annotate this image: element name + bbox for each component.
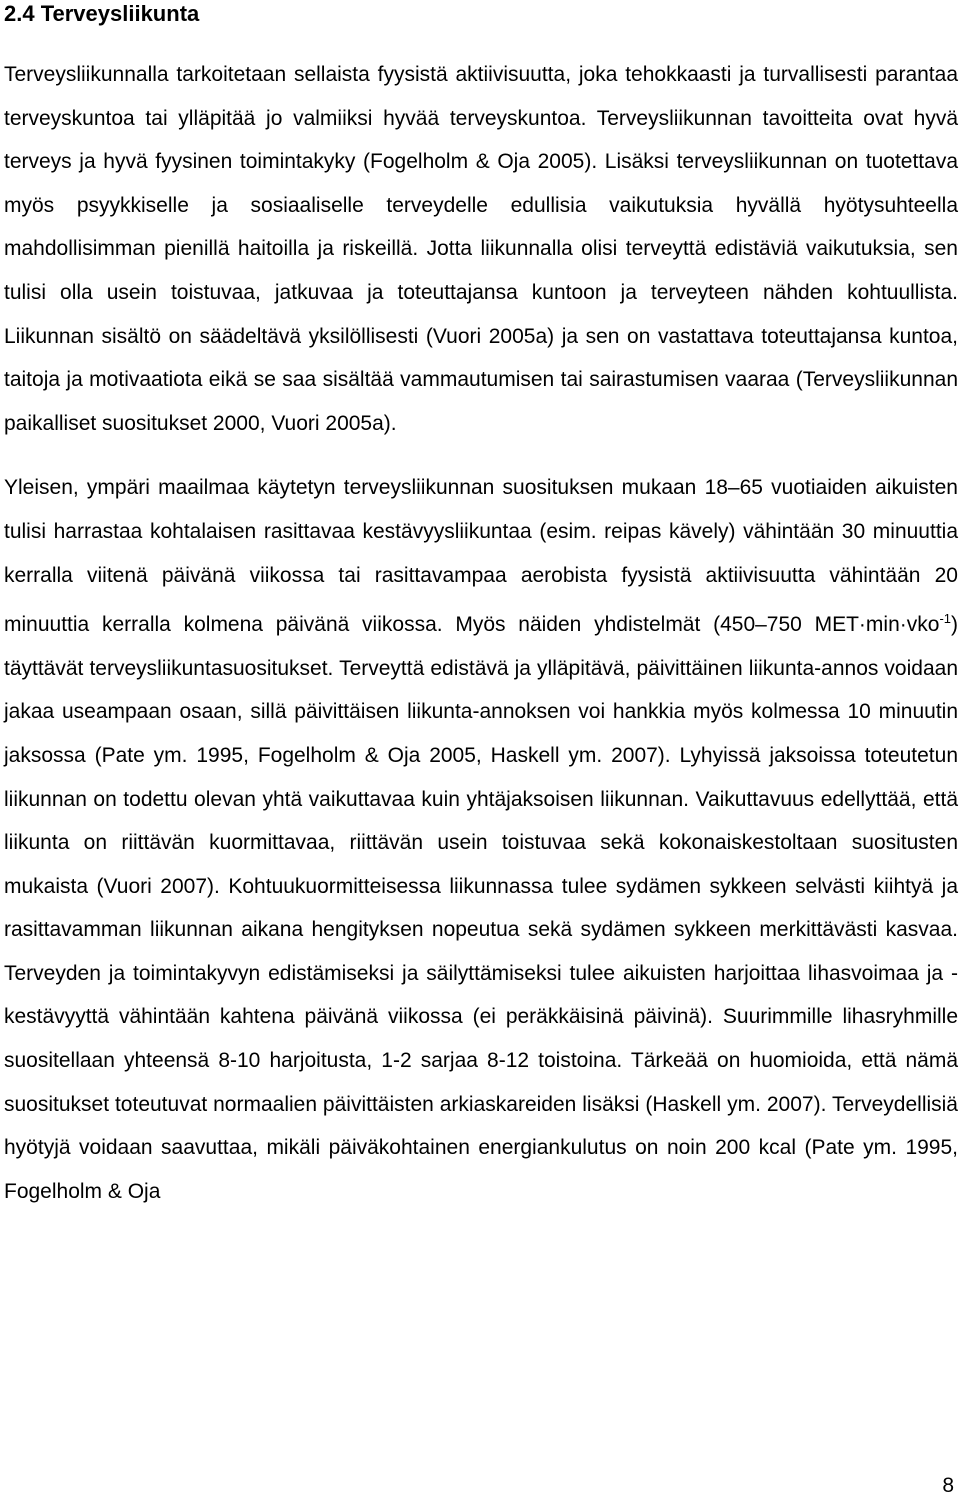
page-number: 8 [942,1474,954,1497]
paragraph-health-exercise-definition: Terveysliikunnalla tarkoitetaan sellaista fyysistä aktiivisuutta, joka tehokkaasti ja turvallisesti parantaa terveyskuntoa tai ylläpitää jo valmiiksi hyvää terveyskuntoa. Terveysliikunnan tavoitteita ovat hyvä terveys ja hyvä fyysinen toimintakyky (Fogelholm & Oja 2005). Lisäksi terveysliikunnan on tuotettava myös psyykkiselle ja sosiaaliselle terveydelle edullisia vaikutuksia hyvällä hyötysuhteella mahdollisimman pienillä haitoilla ja riskeillä. Jotta liikunnalla olisi terveyttä edistäviä vaikutuksia, sen tulisi olla usein toistuvaa, jatkuvaa ja toteuttajansa kuntoon ja terveyteen nähden kohtuullista. Liikunnan sisältö on säädeltävä yksilöllisesti (Vuori 2005a) ja sen on vastattava toteuttajansa kuntoa, taitoja ja motivaatiota eikä se saa sisältää vammautumisen tai sairastumisen vaaraa (Terveysliikunnan paikalliset suositukset 2000, Vuori 2005a). [4,63,958,435]
superscript-exponent: -1 [939,611,951,627]
paragraph-text-after-superscript: ) täyttävät terveysliikuntasuositukset. Terveyttä edistävä ja ylläpitävä, päivittäinen liikunta-annos voidaan jakaa useampaan osaan, sillä päivittäisen liikunta-annoksen voi hankkia myös kolmessa 10 minuutin jaksossa (Pate ym. 1995, Fogelholm & Oja 2005, Haskell ym. 2007). Lyhyissä jaksoissa toteutetun liikunnan on todettu olevan yhtä vaikuttavaa kuin yhtäjaksoisen liikunnan. Vaikuttavuus edellyttää, että liikunta on riittävän kuormittavaa, riittävän usein toistuvaa sekä kokonaiskestoltaan suositusten mukaista (Vuori 2007). Kohtuukuormitteisessa liikunnassa tulee sydämen sykkeen selvästi kiihtyä ja rasittavamman liikunnan aikana hengityksen nopeutua sekä sydämen sykkeen merkittävästi kasvaa. Terveyden ja toimintakyvyn edistämiseksi ja säilyttämiseksi tulee aikuisten harjoittaa lihasvoimaa ja -kestävyyttä vähintään kahtena päivänä viikossa (ei peräkkäisinä päivinä). Suurimmille lihasryhmille suositellaan yhteensä 8-10 harjoitusta, 1-2 sarjaa 8-12 toistoina. Tärkeää on huomioida, että nämä suositukset toteutuvat normaalien päivittäisten arkiaskareiden lisäksi (Haskell ym. 2007). Terveydellisiä hyötyjä voidaan saavuttaa, mikäli päiväkohtainen energiankulutus on noin 200 kcal (Pate ym. 1995, Fogelholm & Oja [4,613,958,1203]
section-heading: 2.4 Terveysliikunta [4,1,200,26]
document-page [4,0,958,1213]
paragraph-health-exercise-recommendations [4,466,958,1213]
paragraph-text-before-superscript: Yleisen, ympäri maailmaa käytetyn terveysliikunnan suosituksen mukaan 18–65 vuotiaiden aikuisten tulisi harrastaa kohtalaisen rasittavaa kestävyysliikuntaa (esim. reipas kävely) vähintään 30 minuuttia kerralla viitenä päivänä viikossa tai rasittavampaa aerobista fyysistä aktiivisuutta vähintään 20 minuuttia kerralla kolmena päivänä viikossa. Myös näiden yhdistelmät (450–750 MET·min·vko [4,476,958,637]
